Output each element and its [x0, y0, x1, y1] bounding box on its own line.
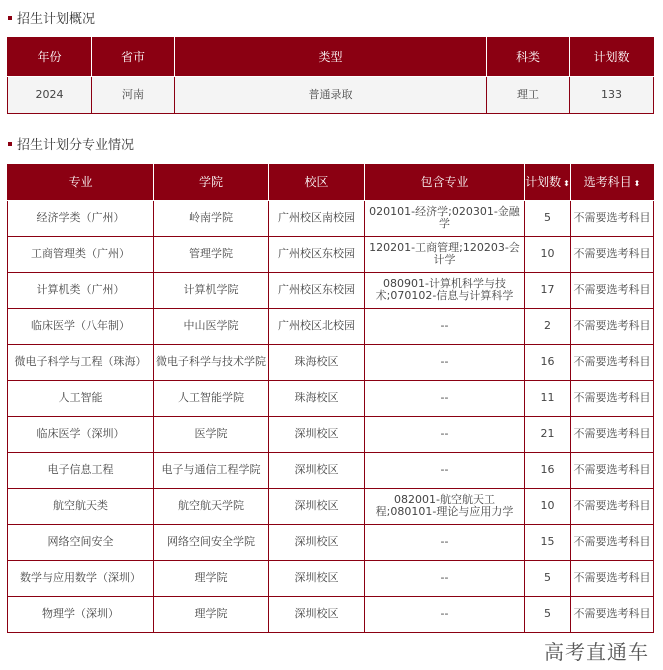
- header-included-majors: [365, 164, 525, 200]
- header-subjects[interactable]: [571, 164, 654, 200]
- cell-major: 航空航天类: [8, 488, 154, 524]
- cell-included-majors: --: [365, 380, 525, 416]
- header-type: 类型: [175, 37, 487, 76]
- cell-included-majors: --: [365, 452, 525, 488]
- cell-college: 理学院: [154, 596, 269, 632]
- table-row: [8, 76, 654, 113]
- cell-campus: 深圳校区: [269, 596, 365, 632]
- cell-major: 电子信息工程: [8, 452, 154, 488]
- header-category: 科类: [487, 37, 570, 76]
- header-label: 专业: [68, 175, 93, 190]
- cell-included-majors: 020101-经济学;020301-金融学: [365, 200, 525, 236]
- cell-plan-count: 21: [525, 416, 571, 452]
- cell-campus: 广州校区南校园: [269, 200, 365, 236]
- cell-major: 数学与应用数学（深圳）: [8, 560, 154, 596]
- header-label: 校区: [304, 175, 329, 190]
- bullet-icon: [8, 16, 12, 20]
- cell-college: 电子与通信工程学院: [154, 452, 269, 488]
- cell-included-majors: --: [365, 560, 525, 596]
- cell-included-majors: --: [365, 344, 525, 380]
- table-row: [8, 560, 654, 596]
- cell-college: 医学院: [154, 416, 269, 452]
- table-row: [8, 344, 654, 380]
- cell-subjects: 不需要选考科目: [571, 380, 654, 416]
- cell-college: 微电子科学与技术学院: [154, 344, 269, 380]
- header-plan-count[interactable]: [525, 164, 571, 200]
- cell-college: 航空航天学院: [154, 488, 269, 524]
- cell-subjects: 不需要选考科目: [571, 236, 654, 272]
- table-row: [8, 308, 654, 344]
- header-plan-count: 计划数: [570, 37, 654, 76]
- overview-section-title: 招生计划概况: [8, 8, 95, 27]
- cell-included-majors: --: [365, 524, 525, 560]
- header-campus: [269, 164, 365, 200]
- cell-major: 人工智能: [8, 380, 154, 416]
- cell-subjects: 不需要选考科目: [571, 560, 654, 596]
- header-label: 选考科目: [583, 175, 632, 190]
- cell-plan-count: 15: [525, 524, 571, 560]
- cell-major: 临床医学（八年制）: [8, 308, 154, 344]
- cell-plan-count: 5: [525, 200, 571, 236]
- cell-included-majors: --: [365, 416, 525, 452]
- table-row: [8, 380, 654, 416]
- cell-college: 中山医学院: [154, 308, 269, 344]
- header-label: 学院: [198, 175, 223, 190]
- cell-year: 2024: [8, 76, 92, 113]
- cell-subjects: 不需要选考科目: [571, 596, 654, 632]
- cell-campus: 深圳校区: [269, 416, 365, 452]
- table-row: [8, 596, 654, 632]
- cell-college: 岭南学院: [154, 200, 269, 236]
- cell-subjects: 不需要选考科目: [571, 524, 654, 560]
- cell-subjects: 不需要选考科目: [571, 272, 654, 308]
- table-row: [8, 524, 654, 560]
- table-row: [8, 452, 654, 488]
- cell-campus: 珠海校区: [269, 380, 365, 416]
- cell-plan-count: 10: [525, 236, 571, 272]
- cell-major: 临床医学（深圳）: [8, 416, 154, 452]
- cell-major: 经济学类（广州）: [8, 200, 154, 236]
- cell-major: 工商管理类（广州）: [8, 236, 154, 272]
- table-row: [8, 236, 654, 272]
- cell-major: 微电子科学与工程（珠海）: [8, 344, 154, 380]
- cell-campus: 深圳校区: [269, 524, 365, 560]
- header-province: 省市: [92, 37, 175, 76]
- cell-subjects: 不需要选考科目: [571, 488, 654, 524]
- cell-campus: 广州校区北校园: [269, 308, 365, 344]
- cell-included-majors: 082001-航空航天工程;080101-理论与应用力学: [365, 488, 525, 524]
- cell-category: 理工: [487, 76, 570, 113]
- cell-subjects: 不需要选考科目: [571, 308, 654, 344]
- cell-plan-count: 133: [570, 76, 654, 113]
- cell-plan-count: 2: [525, 308, 571, 344]
- cell-college: 管理学院: [154, 236, 269, 272]
- table-row: [8, 200, 654, 236]
- cell-type: 普通录取: [175, 76, 487, 113]
- cell-included-majors: --: [365, 308, 525, 344]
- cell-college: 理学院: [154, 560, 269, 596]
- cell-campus: 深圳校区: [269, 488, 365, 524]
- majors-section-title: 招生计划分专业情况: [8, 134, 134, 153]
- cell-plan-count: 16: [525, 452, 571, 488]
- sort-icon[interactable]: ⬍: [563, 179, 570, 189]
- cell-subjects: 不需要选考科目: [571, 416, 654, 452]
- table-row: [8, 488, 654, 524]
- cell-subjects: 不需要选考科目: [571, 344, 654, 380]
- cell-college: 计算机学院: [154, 272, 269, 308]
- cell-major: 网络空间安全: [8, 524, 154, 560]
- header-major: [8, 164, 154, 200]
- header-college: [154, 164, 269, 200]
- cell-included-majors: 080901-计算机科学与技术;070102-信息与计算科学: [365, 272, 525, 308]
- cell-included-majors: --: [365, 596, 525, 632]
- cell-campus: 广州校区东校园: [269, 272, 365, 308]
- cell-subjects: 不需要选考科目: [571, 452, 654, 488]
- cell-plan-count: 16: [525, 344, 571, 380]
- cell-plan-count: 5: [525, 596, 571, 632]
- cell-college: 人工智能学院: [154, 380, 269, 416]
- table-row: [8, 272, 654, 308]
- header-label: 计划数: [525, 175, 562, 190]
- table-row: [8, 416, 654, 452]
- cell-major: 物理学（深圳）: [8, 596, 154, 632]
- cell-plan-count: 11: [525, 380, 571, 416]
- watermark: 高考直通车: [544, 640, 649, 664]
- cell-province: 河南: [92, 76, 175, 113]
- sort-icon[interactable]: ⬍: [633, 179, 641, 189]
- cell-plan-count: 5: [525, 560, 571, 596]
- cell-plan-count: 10: [525, 488, 571, 524]
- bullet-icon: [8, 142, 12, 146]
- header-label: 包含专业: [420, 175, 469, 190]
- cell-campus: 深圳校区: [269, 560, 365, 596]
- cell-plan-count: 17: [525, 272, 571, 308]
- overview-table: [7, 37, 654, 114]
- header-year: 年份: [8, 37, 92, 76]
- cell-college: 网络空间安全学院: [154, 524, 269, 560]
- cell-subjects: 不需要选考科目: [571, 200, 654, 236]
- cell-campus: 深圳校区: [269, 452, 365, 488]
- majors-table: [7, 164, 654, 633]
- cell-included-majors: 120201-工商管理;120203-会计学: [365, 236, 525, 272]
- cell-campus: 珠海校区: [269, 344, 365, 380]
- cell-campus: 广州校区东校园: [269, 236, 365, 272]
- cell-major: 计算机类（广州）: [8, 272, 154, 308]
